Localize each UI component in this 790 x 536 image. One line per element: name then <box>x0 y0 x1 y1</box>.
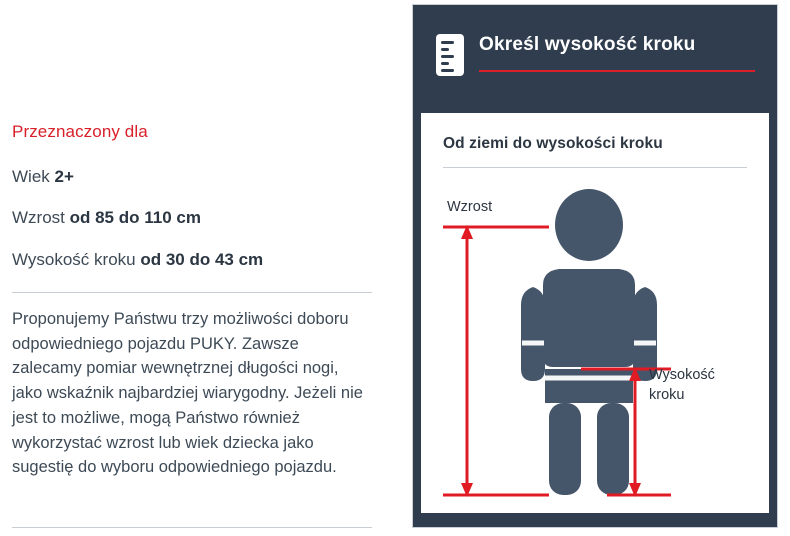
spec-height <box>12 207 372 228</box>
inseam-measure-label-line1: Wysokość <box>649 367 715 383</box>
child-figure-diagram <box>421 173 767 503</box>
spec-age <box>12 166 372 187</box>
height-measure-label: Wzrost <box>447 199 493 215</box>
advice-paragraph: Proponujemy Państwu trzy możliwości doboru odpowiedniego pojazdu PUKY. Zawsze zalecamy pomiar wewnętrznej długości nogi, jako wskaźnik najbardziej wiarygodny. Jeżeli nie jest to możliwe, mogą Państwo również wykorzystać wzrost lub wiek dziecka jako sugestię do wyboru odpowiedniego pojazdu. <box>12 309 363 477</box>
spec-age-label: Wiek <box>12 167 55 186</box>
card-body-title: Od ziemi do wysokości kroku <box>443 135 663 152</box>
title-underline <box>479 70 755 72</box>
spec-age-value: 2+ <box>54 167 74 186</box>
card-title: Określ wysokość kroku <box>479 34 696 55</box>
card-header <box>421 13 769 113</box>
bottom-divider <box>12 527 372 528</box>
left-column <box>12 0 380 536</box>
card-header-text <box>479 31 755 72</box>
spec-inseam-label: Wysokość kroku <box>12 249 141 269</box>
spec-height-label: Wzrost <box>12 208 70 228</box>
spec-height-value: od 85 do 110 cm <box>69 208 201 228</box>
card-body <box>421 113 769 513</box>
measurement-figure <box>421 173 769 503</box>
ruler-icon <box>435 33 465 82</box>
target-audience-label: Przeznaczony dla <box>12 122 148 141</box>
divider <box>12 292 372 293</box>
spec-inseam <box>12 249 372 270</box>
card-body-rule <box>443 167 747 168</box>
spec-inseam-value: od 30 do 43 cm <box>140 249 264 269</box>
inseam-measure-label-line2: kroku <box>649 387 685 404</box>
left-content <box>12 122 372 480</box>
inseam-measure-card <box>412 4 778 528</box>
inseam-measure-label <box>649 365 759 406</box>
